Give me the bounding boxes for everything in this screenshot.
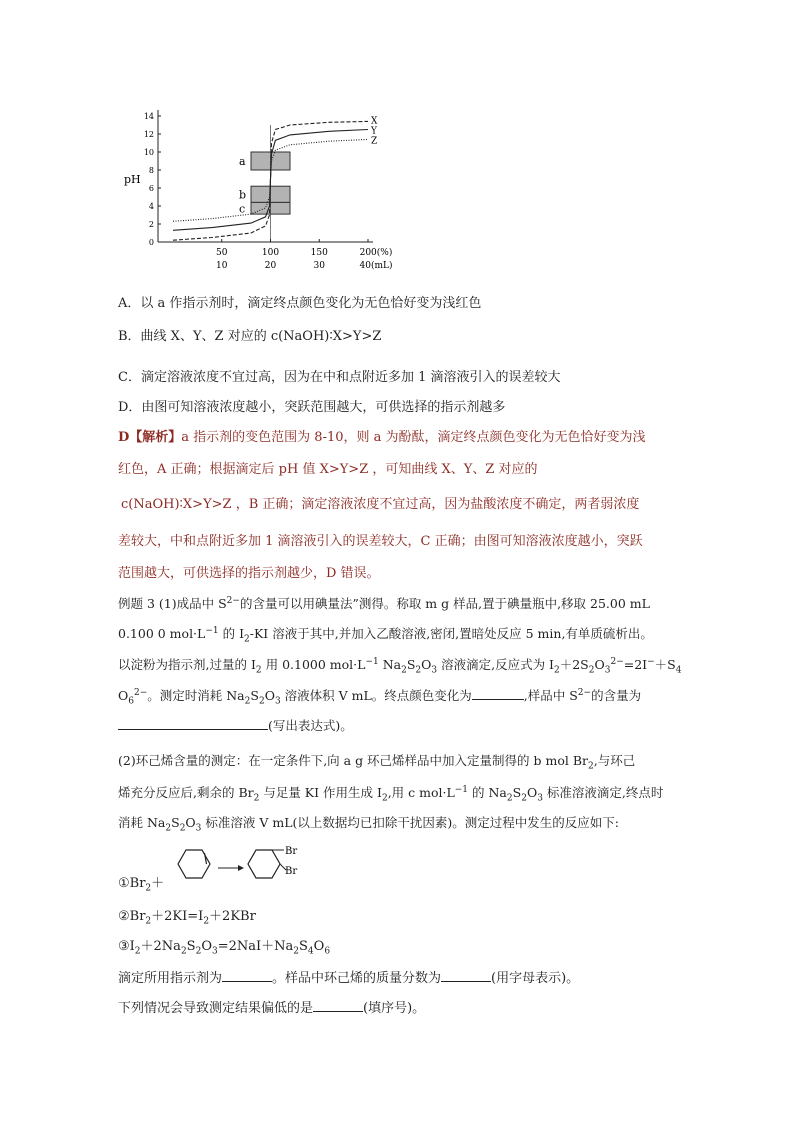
series-label-Y: Y — [371, 126, 377, 137]
answer-blank-3[interactable] — [222, 969, 272, 982]
y-tick-label: 12 — [143, 130, 154, 139]
analysis-line-1: D【解析】a 指示剂的变色范围为 8-10，则 a 为酚酞，滴定终点颜色变化为无色恰好变为浅 — [118, 430, 646, 445]
x-tick-label-percent: 150 — [310, 248, 328, 258]
y-tick-label: 8 — [148, 166, 154, 175]
option-d: D．由图可知溶液浓度越小，突跃范围越大，可供选择的指示剂越多 — [118, 400, 506, 415]
x-tick-label-percent: 50 — [216, 248, 228, 258]
br-label-1: Br — [285, 846, 298, 857]
series-label-Z: Z — [371, 136, 378, 147]
br-label-2: Br — [285, 866, 298, 877]
y-tick-label: 10 — [143, 148, 154, 157]
analysis-line-4: 差较大，中和点附近多加 1 滴溶液引入的误差较大，C 正确；由图可知溶液浓度越小，突跃 — [118, 534, 643, 549]
example-line-4: $O_6^{2-}$。测定时消耗 $Na_2S_2O_3$ 溶液体积 V mL。终点颜色变化为 ,样品中 $S^{2-}$的含量为 — [118, 687, 642, 707]
x-tick-label-ml: 30 — [313, 261, 325, 271]
x-tick-label-percent: 200(%) — [359, 248, 393, 258]
analysis-line-3: c(NaOH)∶X>Y>Z ，B 正确；滴定溶液浓度不宜过高，因为盐酸浓度不确定，两者弱浓度 — [121, 497, 640, 512]
example-line-3: 以淀粉为指示剂,过量的 $I_2$ 用 0.1000 $mol\cdot L^{-1}$ $Na_2S_2O_3$ 溶液滴定,反应式为 $I_2+2S_2O_3^{2-}=2I^-+S_4$ — [118, 656, 682, 676]
reaction-2: $②Br_2+2KI=I_2+2KBr$ — [118, 909, 256, 927]
example-line-2: 0.100 0 $mol\cdot L^{-1}$ 的 $I_2-KI$ 溶液于其中,并加入乙酸溶液,密闭,置暗处反应 5 min,有单质硫析出。 — [118, 625, 653, 645]
part2-line-3: 消耗 $Na_2S_2O_3$ 标准溶液 V mL(以上数据均已扣除干扰因素)。测定过程中发生的反应如下: — [118, 815, 619, 834]
band-label-c: c — [239, 202, 246, 216]
x-tick-label-ml: 40(mL) — [359, 261, 393, 271]
reaction-3: $③I_2+2Na_2S_2O_3=2NaI+Na_2S_4O_6$ — [118, 939, 331, 957]
band-label-b: b — [239, 188, 247, 202]
option-c: C．滴定溶液浓度不宜过高，因为在中和点附近多加 1 滴溶液引入的误差较大 — [118, 370, 561, 385]
analysis-line-5: 范围越大，可供选择的指示剂越少，D 错误。 — [118, 566, 380, 581]
option-a: A．以 a 作指示剂时，滴定终点颜色变化为无色恰好变为浅红色 — [118, 296, 482, 311]
y-tick-label: 0 — [148, 238, 154, 247]
x-tick-label-ml: 20 — [264, 261, 277, 271]
question-2: 下列情况会导致测定结果偏低的是 (填序号)。 — [118, 1001, 426, 1016]
x-tick-label-percent: 100 — [261, 248, 280, 258]
example-line-1: 例题 3 (1)成品中 $S^{2-}$的含量可以用碘量法”测得。称取 m g 样品,置于碘量瓶中,移取 25.00 mL — [118, 595, 650, 611]
reaction-1: $①Br_2+$ — [118, 876, 165, 894]
series-label-X: X — [371, 116, 378, 127]
question-1: 滴定所用指示剂为 。样品中环己烯的质量分数为 (用字母表示)。 — [118, 971, 580, 986]
option-b: B．曲线 X、Y、Z 对应的 c(NaOH)∶X>Y>Z — [118, 329, 382, 344]
analysis-line-2: 红色，A 正确；根据滴定后 pH 值 X>Y>Z ，可知曲线 X、Y、Z 对应的 — [118, 462, 538, 477]
band-label-a: a — [239, 155, 246, 168]
answer-blank-4[interactable] — [441, 969, 491, 982]
example-line-5: (写出表达式)。 — [118, 716, 353, 734]
part2-line-1: (2)环己烯含量的测定：在一定条件下,向 a g 环己烯样品中加入定量制得的 b mol $Br_2$,与环己 — [118, 753, 636, 772]
y-tick-label: 4 — [148, 202, 154, 211]
y-tick-label: 14 — [143, 112, 154, 121]
y-tick-label: 6 — [148, 184, 154, 193]
titration-chart — [118, 110, 393, 280]
y-tick-label: 2 — [148, 220, 154, 229]
answer-blank-2[interactable] — [118, 717, 268, 730]
cyclohexene-reaction-diagram — [168, 842, 318, 898]
x-tick-label-ml: 10 — [216, 261, 228, 271]
y-axis-label: pH — [124, 173, 141, 186]
answer-blank-5[interactable] — [313, 999, 363, 1012]
answer-blank-1[interactable] — [472, 687, 524, 700]
part2-line-2: 烯充分反应后,剩余的 $Br_2$ 与足量 KI 作用生成 $I_2$,用 c $mol\cdot L^{-1}$ 的 $Na_2S_2O_3$ 标准溶液滴定,终点时 — [118, 784, 664, 804]
